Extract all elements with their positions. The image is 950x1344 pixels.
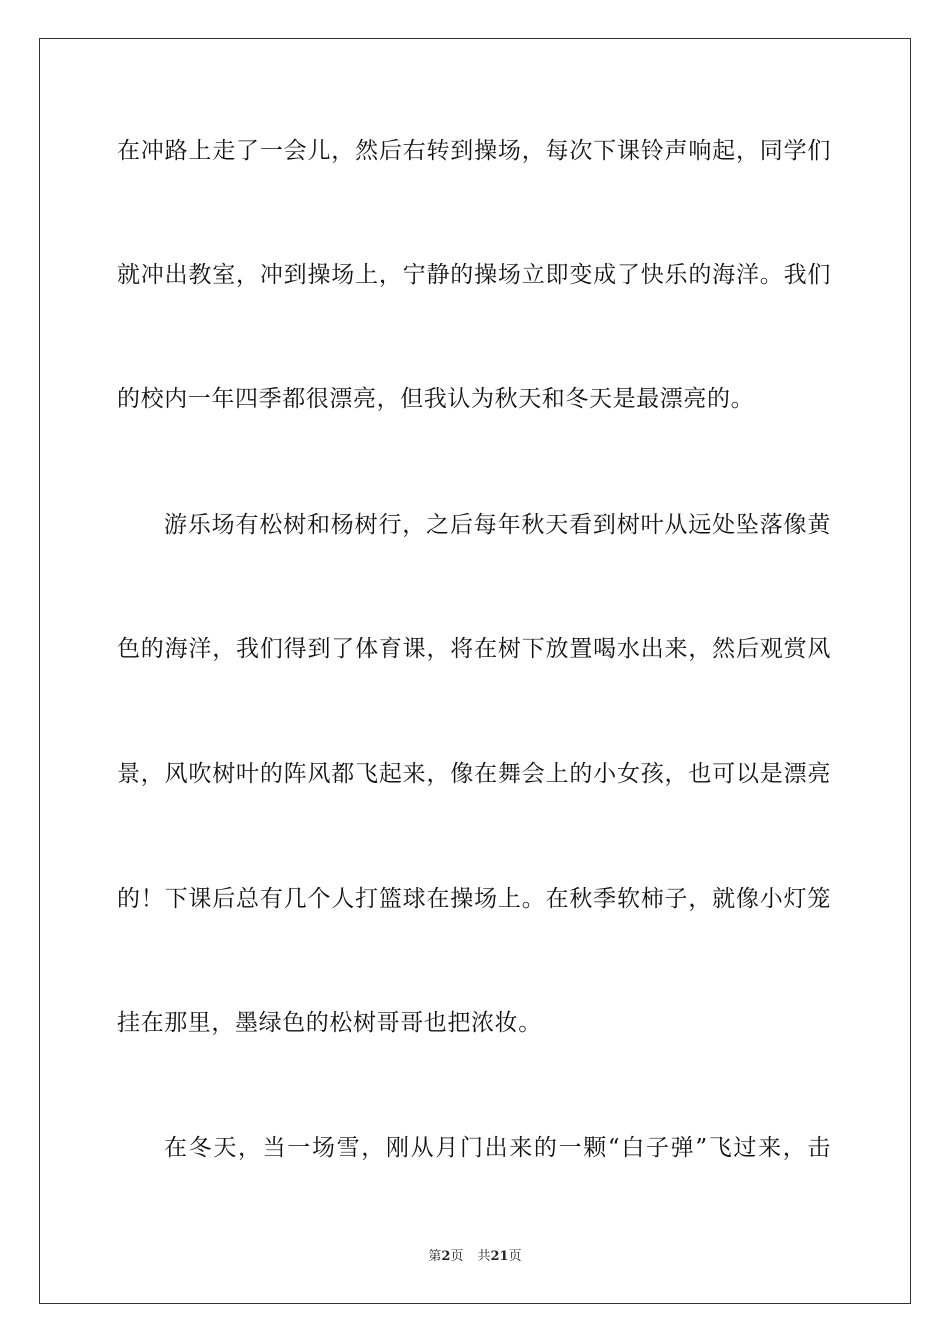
text-line-8: 挂在那里，墨绿色的松树哥哥也把浓妆。 [117,1010,542,1036]
text-line-4: 游乐场有松树和杨树行，之后每年秋天看到树叶从远处坠落像黄 [164,512,831,538]
page-suffix: 页 [450,1249,464,1264]
text-line-6: 景，风吹树叶的阵风都飞起来，像在舞会上的小女孩，也可以是漂亮 [117,761,831,787]
text-line-7: 的！下课后总有几个人打篮球在操场上。在秋季软柿子，就像小灯笼 [117,886,831,912]
total-suffix: 页 [508,1249,522,1264]
text-line-2: 就冲出教室，冲到操场上，宁静的操场立即变成了快乐的海洋。我们 [117,262,831,288]
total-prefix: 共 [477,1249,491,1264]
text-line-3: 的校内一年四季都很漂亮，但我认为秋天和冬天是最漂亮的。 [117,386,755,412]
text-line-1: 在冲路上走了一会儿，然后右转到操场，每次下课铃声响起，同学们 [117,138,831,164]
text-line-9: 在冬天，当一场雪，刚从月门出来的一颗“白子弹”飞过来，击 [164,1135,831,1161]
text-line-5: 色的海洋，我们得到了体育课，将在树下放置喝水出来，然后观赏风 [117,636,831,662]
page-number: 2 [441,1249,451,1264]
total-pages: 21 [490,1249,509,1264]
page-border [39,38,911,1304]
page-footer [0,1248,950,1266]
page-prefix: 第 [428,1249,442,1264]
